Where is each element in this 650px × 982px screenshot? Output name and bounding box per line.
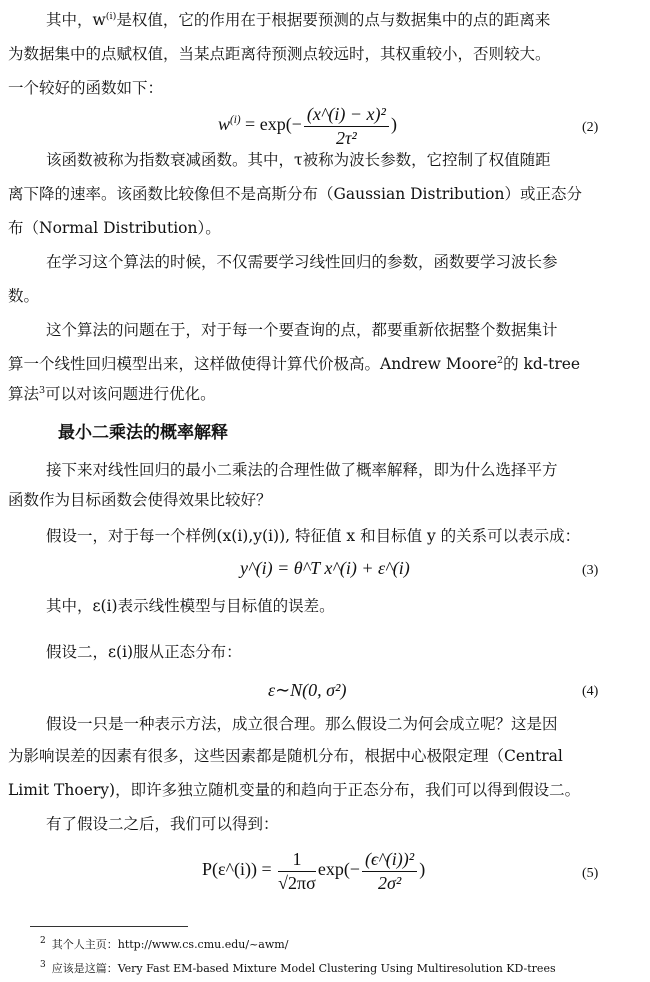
footnote-ref: 3 bbox=[39, 384, 46, 396]
paragraph-3-line-2: 数。 bbox=[8, 287, 40, 305]
footnote-number: 3 bbox=[40, 960, 46, 971]
footnote-divider bbox=[30, 926, 188, 927]
eq-numerator: 1 bbox=[278, 848, 316, 872]
section-heading: 最小二乘法的概率解释 bbox=[58, 423, 228, 443]
paragraph-5-line-1: 接下来对线性回归的最小二乘法的合理性做了概率解释，即为什么选择平方 bbox=[46, 461, 558, 479]
footnote-3 bbox=[40, 960, 556, 976]
footnote-number: 2 bbox=[40, 936, 46, 947]
paragraph-7-line-1: 其中，ε(i)表示线性模型与目标值的误差。 bbox=[46, 597, 335, 615]
paragraph-9-line-3: Limit Thoery)，即许多独立随机变量的和趋向于正态分布，我们可以得到假设二。 bbox=[8, 781, 581, 799]
text-segment: 其中，w bbox=[46, 11, 106, 29]
eq-fraction-2 bbox=[362, 848, 417, 894]
footnote-ref: 2 bbox=[497, 354, 504, 366]
text-segment: 可以对该问题进行优化。 bbox=[45, 385, 216, 403]
paragraph-9-line-1: 假设一只是一种表示方法，成立很合理。那么假设二为何会成立呢？这是因 bbox=[46, 715, 558, 733]
eq-denominator: 2σ² bbox=[377, 873, 402, 893]
eq-numerator: (x^(i) − x)² bbox=[304, 103, 389, 127]
eq-denominator: √2πσ bbox=[278, 873, 316, 893]
paragraph-1-line-2: 为数据集中的点赋权值，当某点距离待预测点较远时，其权重较小，否则较大。 bbox=[8, 45, 551, 63]
eq-lhs: P(ε^(i)) = bbox=[202, 859, 272, 880]
paragraph-4-line-1: 这个算法的问题在于，对于每一个要查询的点，都要重新依据整个数据集计 bbox=[46, 321, 558, 339]
equation-2-number: (2) bbox=[582, 120, 599, 135]
paragraph-10-line-1: 有了假设二之后，我们可以得到： bbox=[46, 815, 279, 833]
text-segment: 的 kd-tree bbox=[503, 355, 581, 373]
eq-exp: = exp(− bbox=[240, 114, 302, 135]
text-segment: 是权值，它的作用在于根据要预测的点与数据集中的点的距离来 bbox=[116, 11, 551, 29]
eq-superscript: (i) bbox=[230, 114, 241, 127]
paragraph-8-line-1: 假设二，ε(i)服从正态分布： bbox=[46, 643, 242, 661]
footnote-text: 其个人主页：http://www.cs.cmu.edu/~awm/ bbox=[51, 938, 289, 951]
eq-denominator: 2τ² bbox=[335, 128, 357, 148]
equation-4: ε∼N(0, σ²) bbox=[268, 680, 347, 700]
paragraph-5-line-2: 函数作为目标函数会使得效果比较好？ bbox=[8, 491, 272, 509]
eq-close: ) bbox=[419, 859, 426, 880]
paragraph-2-line-3: 布（Normal Distribution）。 bbox=[8, 219, 221, 237]
equation-5-number: (5) bbox=[582, 866, 599, 881]
paragraph-2-line-2: 离下降的速率。该函数比较像但不是高斯分布（Gaussian Distribution）或正态分 bbox=[8, 185, 582, 203]
paragraph-1-line-1 bbox=[46, 10, 550, 30]
eq-exp: exp(− bbox=[317, 859, 360, 880]
footnote-text: 应该是这篇：Very Fast EM-based Mixture Model Clustering Using Multiresolution KD-trees bbox=[51, 962, 556, 975]
superscript: (i) bbox=[105, 10, 117, 22]
equation-4-number: (4) bbox=[582, 684, 599, 699]
footnote-2 bbox=[40, 936, 288, 952]
equation-3: y^(i) = θ^T x^(i) + ε^(i) bbox=[240, 558, 410, 578]
eq-fraction-1 bbox=[278, 848, 316, 894]
paragraph-9-line-2: 为影响误差的因素有很多，这些因素都是随机分布，根据中心极限定理（Central bbox=[8, 747, 563, 765]
eq-close: ) bbox=[390, 114, 397, 135]
paragraph-2-line-1: 该函数被称为指数衰减函数。其中，τ被称为波长参数，它控制了权值随距 bbox=[46, 151, 551, 169]
equation-3-number: (3) bbox=[582, 563, 599, 578]
text-segment: 算一个线性回归模型出来，这样做使得计算代价极高。Andrew Moore bbox=[8, 355, 497, 373]
text-segment: 算法 bbox=[8, 385, 40, 403]
equation-2 bbox=[218, 103, 397, 149]
paragraph-6-line-1: 假设一，对于每一个样例(x(i),y(i)), 特征值 x 和目标值 y 的关系可以表示成： bbox=[46, 527, 581, 545]
equation-5 bbox=[202, 848, 425, 894]
paragraph-1-line-3: 一个较好的函数如下： bbox=[8, 79, 164, 97]
eq-fraction bbox=[304, 103, 389, 149]
eq-numerator: (ϵ^(i))² bbox=[362, 848, 417, 872]
paragraph-3-line-1: 在学习这个算法的时候，不仅需要学习线性回归的参数，函数要学习波长参 bbox=[46, 253, 558, 271]
paragraph-4-line-3 bbox=[8, 384, 216, 404]
eq-lhs: w bbox=[218, 114, 231, 135]
paragraph-4-line-2 bbox=[8, 354, 580, 374]
